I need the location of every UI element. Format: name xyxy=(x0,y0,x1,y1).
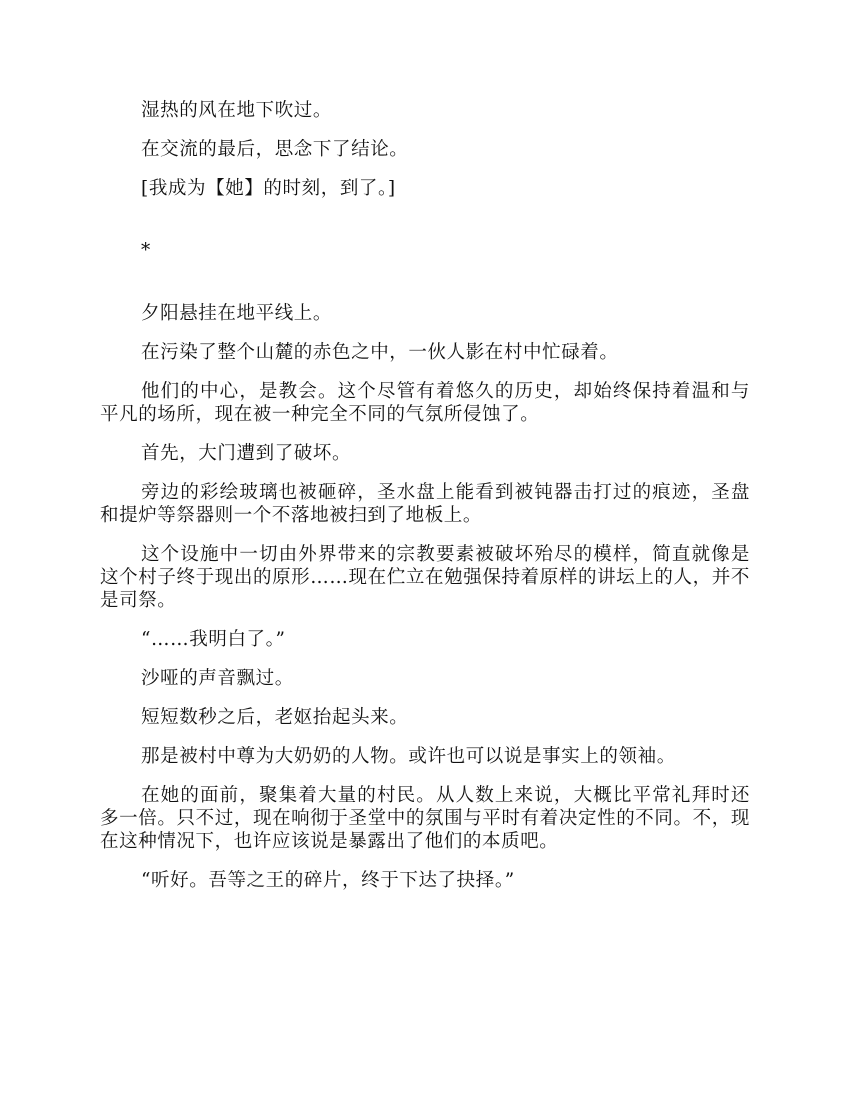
paragraph: 在交流的最后，思念下了结论。 xyxy=(141,139,409,160)
paragraph: “听好。吾等之王的碎片，终于下达了抉择。” xyxy=(141,870,515,891)
novel-text xyxy=(100,99,750,908)
paragraph: 旁边的彩绘玻璃也被砸碎，圣水盘上能看到被钝器击打过的痕迹，圣盘和提炉等祭器则一个不落地被扫到了地板上。 xyxy=(100,482,750,526)
paragraph: 短短数秒之后，老妪抬起头来。 xyxy=(141,707,409,728)
paragraph: 他们的中心，是教会。这个尽管有着悠久的历史，却始终保持着温和与平凡的场所，现在被一种完全不同的气氛所侵蚀了。 xyxy=(100,381,750,425)
paragraph: 首先，大门遭到了破坏。 xyxy=(141,443,352,464)
paragraph: 在她的面前，聚集着大量的村民。从人数上来说，大概比平常礼拜时还多一倍。只不过，现在响彻于圣堂中的氛围与平时有着决定性的不同。不，现在这种情况下，也许应该说是暴露出了他们的本质吧。 xyxy=(100,785,750,852)
paragraph: 湿热的风在地下吹过。 xyxy=(141,100,333,121)
paragraph: 那是被村中尊为大奶奶的人物。或许也可以说是事实上的领袖。 xyxy=(141,746,676,767)
paragraph: 这个设施中一切由外界带来的宗教要素被破坏殆尽的模样，简直就像是这个村子终于现出的原形……现在伫立在勉强保持着原样的讲坛上的人，并不是司祭。 xyxy=(100,544,750,611)
paragraph: 沙哑的声音飘过。 xyxy=(141,668,294,689)
paragraph: 夕阳悬挂在地平线上。 xyxy=(141,303,333,324)
paragraph: 在污染了整个山麓的赤色之中，一伙人影在村中忙碌着。 xyxy=(141,342,619,363)
scene-separator: * xyxy=(141,240,151,261)
paragraph: [我成为【她】的时刻，到了。] xyxy=(141,178,396,199)
paragraph: “……我明白了。” xyxy=(141,629,286,650)
